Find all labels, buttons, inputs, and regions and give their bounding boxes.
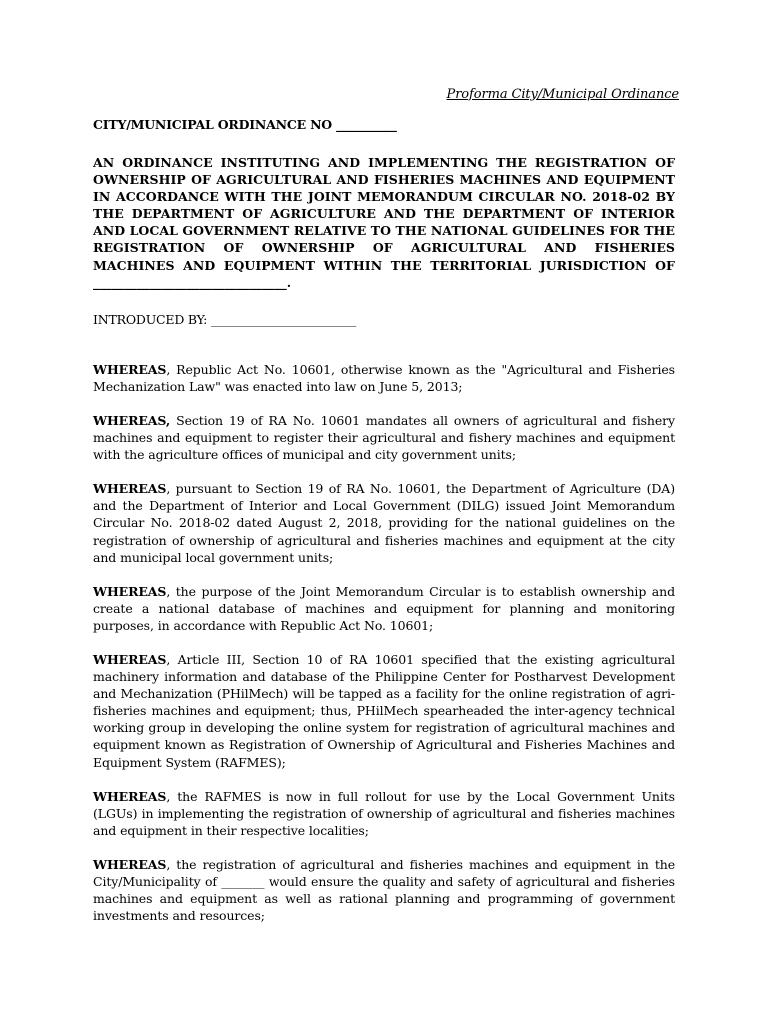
introduced-by: INTRODUCED BY: ________________________: [93, 311, 357, 327]
proforma-header: Proforma City/Municipal Ordinance: [446, 87, 679, 102]
whereas-clause-7: [93, 856, 675, 924]
whereas-text: , Article III, Section 10 of RA 10601 specified that the existing agricultural machinery information and database of the Philippine Center for Postharvest Development and Mechanization (PHilMech) will be tapped as a facility for the online registration of agri-fisheries machines and equipment; thus, PHilMech spearheaded the inter-agency technical working group in developing the online system for registration of agricultural machines and equipment known as Registration of Ownership of Agricultural and Fisheries Machines and Equipment System (RAFMES);: [93, 651, 675, 770]
whereas-clause-5: [93, 651, 675, 771]
whereas-text: Section 19 of RA No. 10601 mandates all owners of agricultural and fishery machines and equipment to register their agricultural and fishery machines and equipment with the agriculture offices of municipal and city government units;: [93, 412, 675, 463]
ordinance-title-blank: _______________________________.: [93, 274, 292, 290]
whereas-text: , the purpose of the Joint Memorandum Circular is to establish ownership and create a national database of machines and equipment for planning and monitoring purposes, in accordance with Republic Act No. 10601;: [93, 583, 675, 633]
whereas-text: , Republic Act No. 10601, otherwise known as the "Agricultural and Fisheries Mechanization Law" was enacted into law on June 5, 2013;: [93, 361, 675, 394]
whereas-keyword: WHEREAS: [93, 788, 167, 804]
whereas-keyword: WHEREAS: [93, 651, 167, 667]
whereas-clause-2: [93, 412, 675, 463]
whereas-clause-3: [93, 480, 675, 565]
whereas-keyword: WHEREAS: [93, 481, 167, 497]
ordinance-number: CITY/MUNICIPAL ORDINANCE NO __________: [93, 117, 397, 132]
whereas-keyword: WHEREAS,: [93, 412, 171, 428]
whereas-clause-6: [93, 788, 675, 839]
document-page: [93, 86, 679, 924]
whereas-text: , the registration of agricultural and fisheries machines and equipment in the City/Municipality of _______ would ensure the quality and safety of agricultural and fisheries machines and equipment as well as rational planning and programming of government investments and resources;: [93, 856, 675, 924]
whereas-clause-1: [93, 361, 675, 395]
whereas-clause-4: [93, 583, 675, 634]
whereas-keyword: WHEREAS: [93, 583, 167, 599]
whereas-keyword: WHEREAS: [93, 361, 167, 377]
whereas-text: , pursuant to Section 19 of RA No. 10601, the Department of Agriculture (DA) and the Department of Interior and Local Government (DILG) issued Joint Memorandum Circular No. 2018-02 dated August 2, 2018, providing for the national guidelines on the registration of ownership of agricultural and fisheries machines and equipment at the city and municipal local government units;: [93, 481, 675, 565]
ordinance-title: AN ORDINANCE INSTITUTING AND IMPLEMENTING THE REGISTRATION OF OWNERSHIP OF AGRICULTURAL AND FISHERIES MACHINES AND EQUIPMENT IN ACCORDANCE WITH THE JOINT MEMORANDUM CIRCULAR NO. 2018-02 BY THE DEPARTMENT OF AGRICULTURE AND THE DEPARTMENT OF INTERIOR AND LOCAL GOVERNMENT RELATIVE TO THE NATIONAL GUIDELINES FOR THE REGISTRATION OF OWNERSHIP OF AGRICULTURAL AND FISHERIES MACHINES AND EQUIPMENT WITHIN THE TERRITORIAL JURISDICTION OF: [93, 155, 675, 273]
whereas-keyword: WHEREAS: [93, 856, 167, 872]
whereas-text: , the RAFMES is now in full rollout for use by the Local Government Units (LGUs) in implementing the registration of ownership of agricultural and fisheries machines and equipment in their respective localities;: [93, 788, 675, 838]
